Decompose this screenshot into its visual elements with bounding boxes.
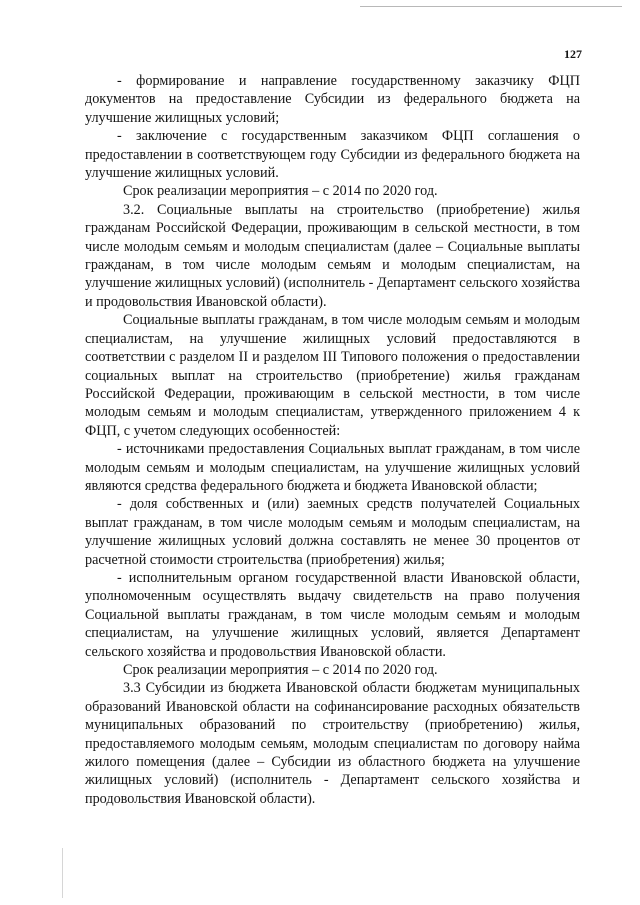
paragraph-section-3-3: 3.3 Субсидии из бюджета Ивановской области бюджетам муниципальных образований Ивановской области на софинансирование расходных обязательств муниципальных образований по строительству (приобретению) жилья, предоставляемого молодым семьям, молодым специалистам по договору найма жилого помещения (далее – Субсидии из областного бюджета на улучшение жилищных условий) (исполнитель - Департамент сельского хозяйства и продовольствия Ивановской области). [85,680,580,807]
paragraph-section-3-2: 3.2. Социальные выплаты на строительство (приобретение) жилья гражданам Российской Федерации, проживающим в сельской местности, в том числе молодым семьям и молодым специалистам (далее – Социальные выплаты гражданам, в том числе молодым семьям и молодым специалистам, на улучшение жилищных условий) (исполнитель - Департамент сельского хозяйства и продовольствия Ивановской области). [85,201,580,310]
paragraph-bullet-sources: - источниками предоставления Социальных выплат гражданам, в том числе молодым семьям и молодым специалистам, на улучшение жилищных условий являются средства федерального бюджета и бюджета Ивановской области; [85,441,580,494]
paragraph-bullet-share: - доля собственных и (или) заемных средств получателей Социальных выплат гражданам, в том числе молодым семьям и молодым специалистам, на улучшение жилищных условий должна составлять не менее 30 процентов от расчетной стоимости строительства (приобретения) жилья; [85,496,580,568]
paragraph-bullet-authority: - исполнительным органом государственной власти Ивановской области, уполномоченным осуществлять выдачу свидетельств на право получения Социальной выплаты гражданам, в том числе молодым семьям и молодым специалистам, на улучшение жилищных условий, является Департамент сельского хозяйства и продовольствия Ивановской области. [85,569,580,660]
document-body [85,72,580,808]
paragraph-social-payments: Социальные выплаты гражданам, в том числе молодым семьям и молодым специалистам, на улучшение жилищных условий предоставляются в соответствии с разделом II и разделом III Типового положения о предоставлении социальных выплат на строительство (приобретение) жилья гражданам Российской Федерации, проживающим в сельской местности, в том числе молодым семьям и молодым специалистам, утвержденного приложением 4 к ФЦП, с учетом следующих особенностей: [85,312,580,439]
paragraph-bullet-documents: - формирование и направление государственному заказчику ФЦП документов на предоставление Субсидии из федерального бюджета на улучшение жилищных условий; [85,73,580,126]
scan-edge-line [360,6,622,7]
scan-margin-mark [62,848,63,898]
paragraph-bullet-agreement: - заключение с государственным заказчиком ФЦП соглашения о предоставлении в соответствующем году Субсидии из федерального бюджета на улучшение жилищных условий. [85,128,580,182]
paragraph-term-2: Срок реализации мероприятия – с 2014 по 2020 год. [123,662,438,678]
paragraph-term-1: Срок реализации мероприятия – с 2014 по 2020 год. [123,183,438,200]
page-number: 127 [564,47,582,61]
